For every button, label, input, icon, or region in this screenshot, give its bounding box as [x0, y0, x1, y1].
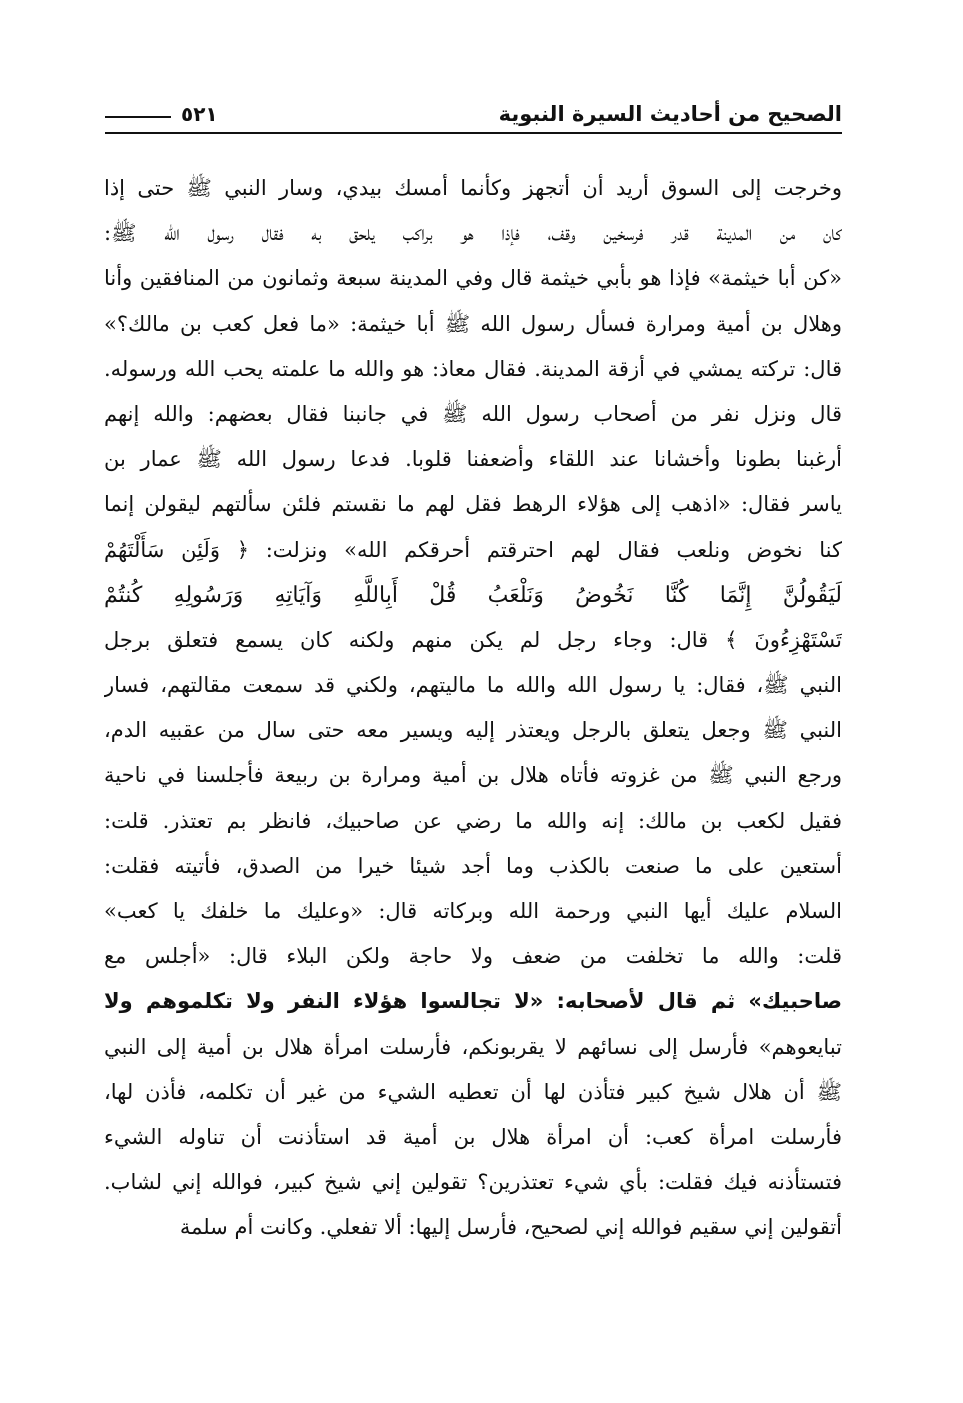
text-line: فقيل لكعب بن مالك: إنه والله ما رضي عن صاحبيك، فانظر بم تعتذر. قلت:	[104, 808, 842, 833]
text-line: قال: تركته يمشي في أزقة المدينة. فقال معاذ: هو والله ما علمته يحب الله ورسوله.	[104, 356, 842, 381]
header-rule-left-long	[105, 132, 617, 134]
quran-verse-line: لَيَقُولُنَّ إِنَّمَا كُنَّا نَخُوضُ وَنَلْعَبُ قُلْ أَبِاللَّهِ وَآيَاتِهِ وَرَسُولِهِ كُنتُمْ	[104, 582, 842, 608]
text-line: صاحبيك» ثم قال لأصحابه: «لا تجالسوا هؤلاء النفر ولا تكلموهم ولا	[104, 989, 842, 1014]
header-rule-right	[614, 132, 842, 134]
page-number: ٥٢١	[181, 102, 218, 126]
body-text	[104, 166, 842, 1251]
text-line: السلام عليك أيها النبي ورحمة الله وبركاته قال: «وعليك ما خلفك يا كعب»	[104, 899, 842, 923]
text-line: قال ونزل نفر من أصحاب رسول الله ﷺ في جانبنا فقال بعضهم: والله إنهم	[104, 401, 842, 426]
text-line: «كن أبا خيثمة» فإذا هو بأبي خيثمة قال وفي المدينة سبعة وثمانون من المنافقين وأنا	[104, 266, 842, 291]
text-line: ﷺ أن هلال شيخ كبير فتأذن لها أن تعطيه الشيء من غير أن تكلمه، فأذن لها،	[104, 1079, 842, 1104]
text-line: أتقولين إني سقيم فوالله إني لصحيح، فأرسل إليها: ألا تفعلي. وكانت أم سلمة	[179, 1215, 842, 1240]
text-line: أرغبنا بطونا وأخشانا عند اللقاء وأضعفنا قلوبا. فدعا رسول الله ﷺ عمار بن	[104, 447, 842, 472]
running-header	[105, 96, 842, 136]
header-rule-left-short	[105, 116, 171, 118]
text-line: النبي ﷺ وجعل يتعلق بالرجل ويعتذر إليه ويسير معه حتى سال من عقبيه الدم،	[104, 718, 842, 743]
text-line: كنا نخوض ونلعب فقال لهم احترقتم أحرقكم الله» ونزلت: ﴿ وَلَئِن سَأَلْتَهُمْ	[104, 537, 842, 562]
text-line: وهلال بن أمية ومرارة فسأل رسول الله ﷺ أبا خيثمة: «ما فعل كعب بن مالك؟»	[104, 311, 842, 336]
text-line: قلت: والله ما تخلفت من ضعف ولا حاجة ولكن البلاء قال: «أجلس مع	[104, 944, 842, 969]
text-line: كان من المدينة قدر فرسخين وقف، فإذا هو براكب يلحق به فقال رسول الله ﷺ:	[104, 221, 842, 246]
text-line: تبايعوهم» فأرسل إلى نسائهم لا يقربونكم، فأرسلت امرأة هلال بن أمية إلى النبي	[104, 1034, 842, 1059]
running-title: الصحيح من أحاديث السيرة النبوية	[498, 102, 842, 126]
text-line: ورجع النبي ﷺ من غزوته فأتاه هلال بن أمية ومرارة بن ربيعة فأجلسنا في ناحية	[104, 763, 842, 788]
text-line: فتستأذنه فيك فقلت: بأي شيء تعتذرين؟ تقولين إني شيخ كبير، فوالله إني لشاب.	[104, 1170, 842, 1195]
text-line: ياسر فقال: «اذهب إلى هؤلاء الرهط فقل لهم ما نقستم فلئن سألتهم ليقولن إنما	[104, 492, 842, 517]
text-line: أستعين على ما صنعت بالكذب وما أجد شيئا خيرا من الصدق، فأتيته فقلت:	[104, 853, 842, 878]
text-line: فأرسلت امرأة كعب: أن امرأة هلال بن أمية قد استأذنت أن تناوله الشيء	[104, 1124, 842, 1149]
text-line: وخرجت إلى السوق أريد أن أتجهز وكأنما أمسك بيدي، وسار النبي ﷺ حتى إذا	[104, 176, 842, 200]
text-line: النبي ﷺ، فقال: يا رسول الله والله ما ماليتهم، ولكني قد سمعت مقالتهم، فسار	[104, 673, 842, 698]
text-line: تَسْتَهْزِءُونَ ﴾ قال: وجاء رجل لم يكن منهم ولكنه كان يسمع فتعلق برجل	[104, 627, 842, 652]
